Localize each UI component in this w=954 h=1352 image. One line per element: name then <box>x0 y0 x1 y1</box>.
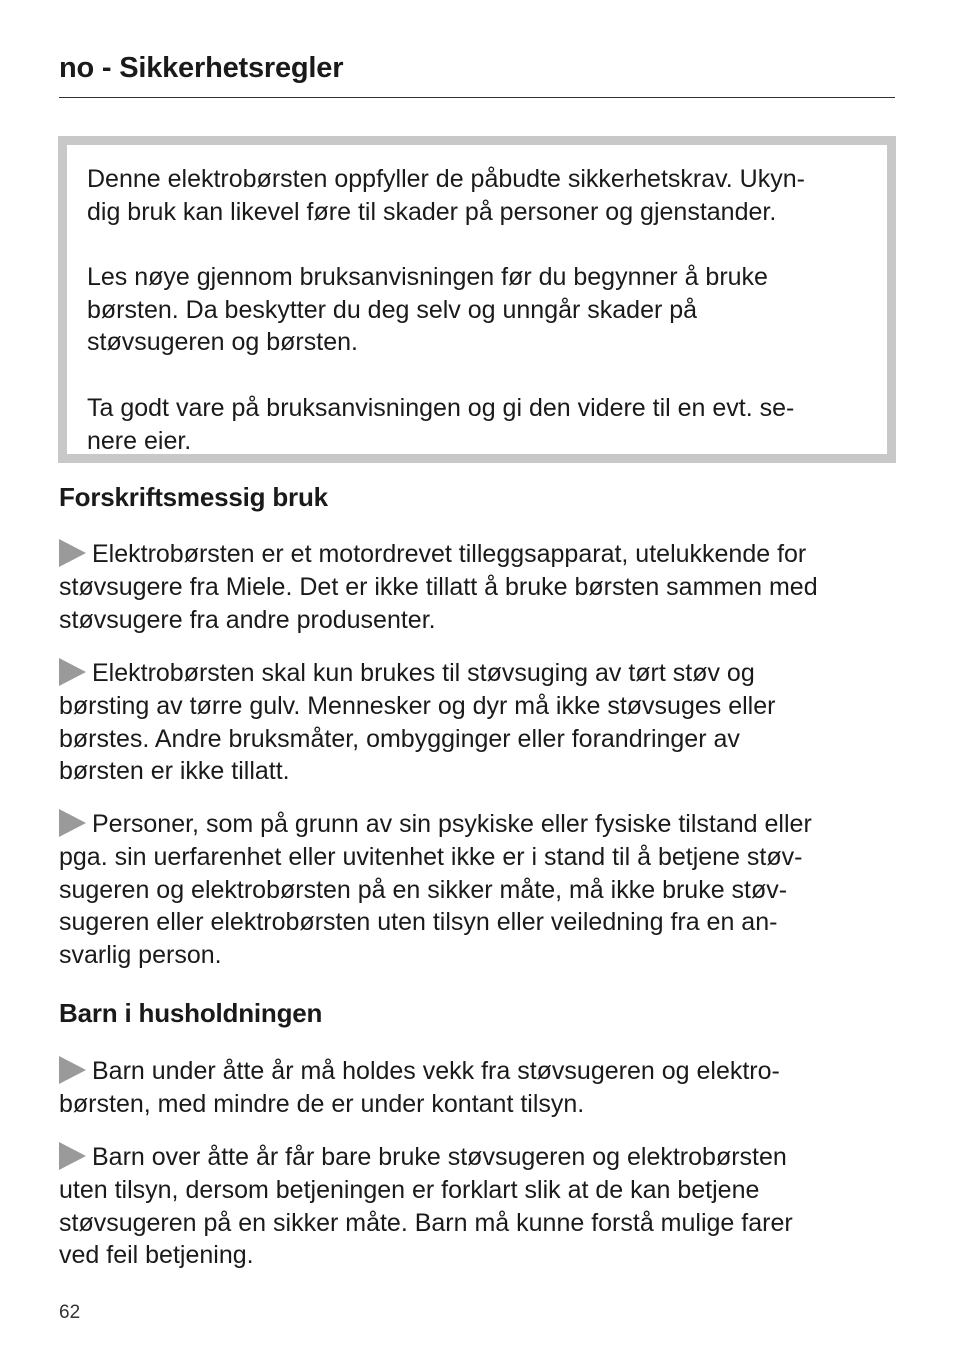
bullet-item: Barn over åtte år får bare bruke støvsugeren og elektrobørsten uten tilsyn, dersom betjeningen er forklart slik at de kan betjene støvsugeren på en sikker måte. Barn må kunne forstå mulige farer ved feil betjening. <box>59 1143 793 1270</box>
bullet-item: Elektrobørsten er et motordrevet tilleggsapparat, utelukkende for støvsugere fra Miele. Det er ikke tillatt å bruke børsten sammen med støvsugere fra andre produsenter. <box>59 540 818 634</box>
section-heading: Barn i husholdningen <box>59 998 323 1028</box>
triangle-right-icon <box>59 539 86 567</box>
notice-paragraph: Denne elektrobørsten oppfyller de påbudte sikkerhetskrav. Ukyn- dig bruk kan likevel føre til skader på personer og gjenstander. <box>87 165 805 226</box>
section-heading: Forskriftsmessig bruk <box>59 482 328 512</box>
header-divider <box>59 97 895 98</box>
bullet-item: Elektrobørsten skal kun brukes til støvsuging av tørt støv og børsting av tørre gulv. Mennesker og dyr må ikke støvsuges eller børstes. Andre bruksmåter, ombygginger eller forandringer av børsten er ikke tillatt. <box>59 659 776 786</box>
triangle-right-icon <box>59 809 86 837</box>
triangle-right-icon <box>59 1142 86 1170</box>
bullet-item: Barn under åtte år må holdes vekk fra støvsugeren og elektro- børsten, med mindre de er under kontant tilsyn. <box>59 1057 780 1118</box>
page-number: 62 <box>59 1302 81 1323</box>
page-title: no - Sikkerhetsregler <box>59 52 344 84</box>
triangle-right-icon <box>59 658 86 686</box>
triangle-right-icon <box>59 1056 86 1084</box>
notice-paragraph: Les nøye gjennom bruksanvisningen før du begynner å bruke børsten. Da beskytter du deg selv og unngår skader på støvsugeren og børsten. <box>87 263 768 356</box>
bullet-item: Personer, som på grunn av sin psykiske eller fysiske tilstand eller pga. sin uerfarenhet eller uvitenhet ikke er i stand til å betjene støv- sugeren og elektrobørsten på en sikker måte, må ikke bruke støv- sugeren eller elektrobørsten uten tilsyn eller veiledning fra en an- svarlig person. <box>59 810 812 970</box>
safety-notice-box <box>58 136 896 463</box>
notice-paragraph: Ta godt vare på bruksanvisningen og gi den videre til en evt. se- nere eier. <box>87 394 795 455</box>
